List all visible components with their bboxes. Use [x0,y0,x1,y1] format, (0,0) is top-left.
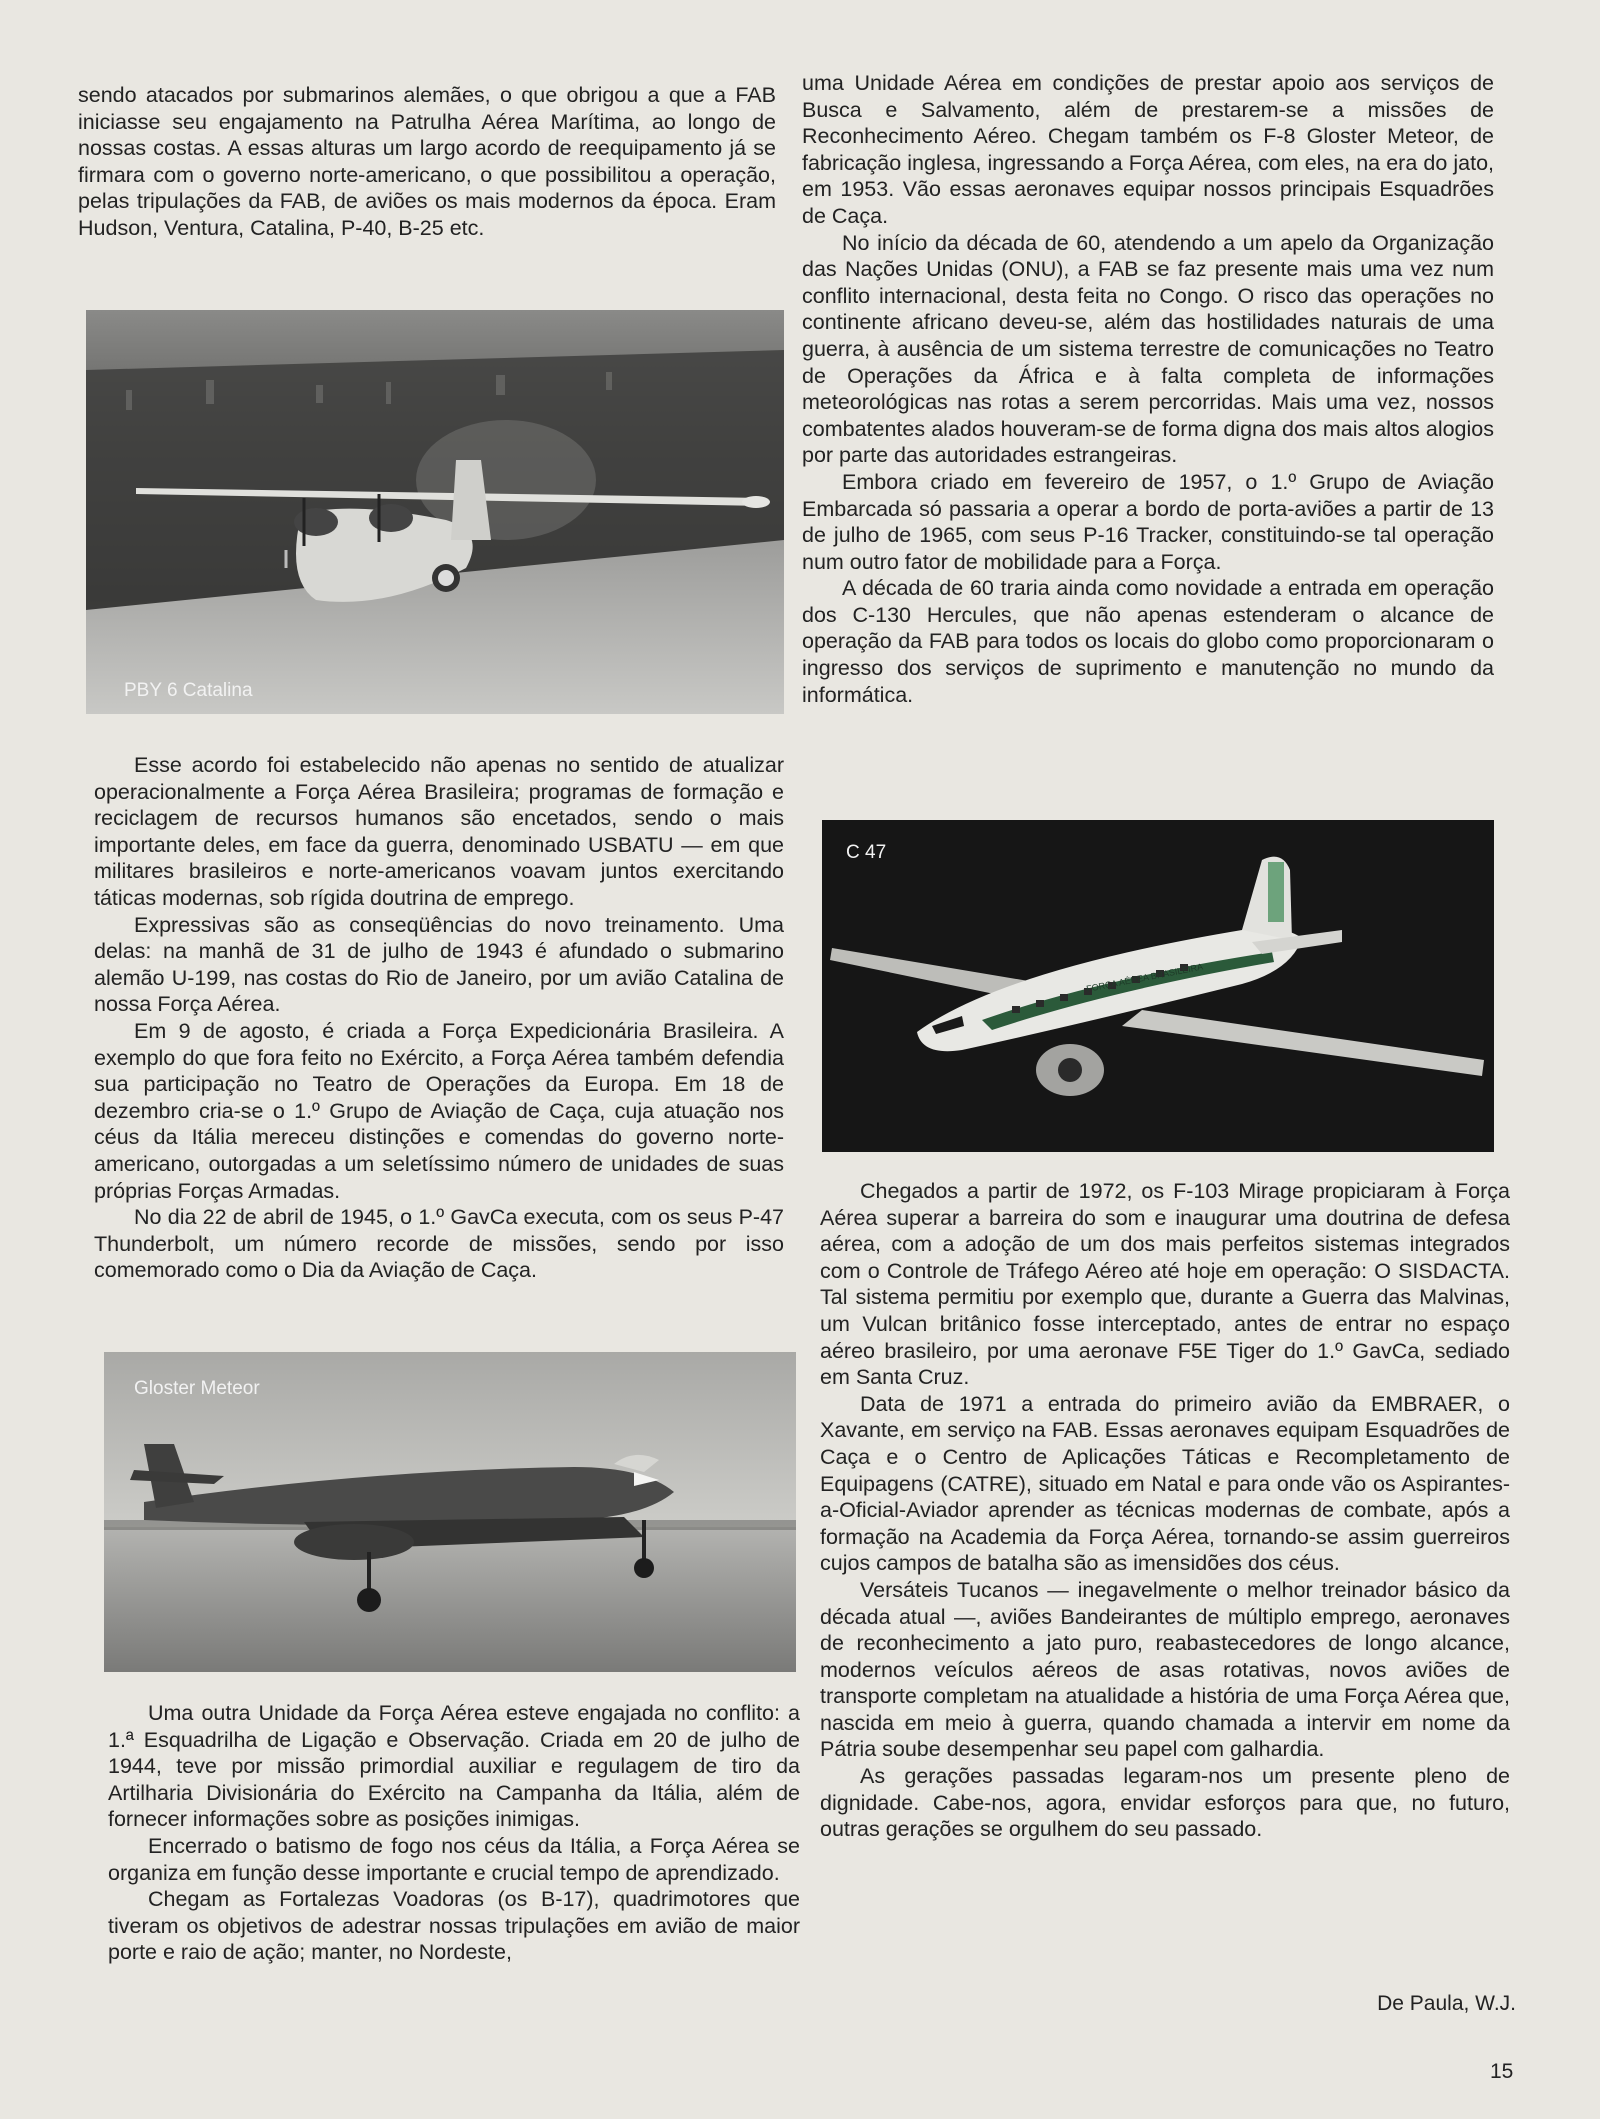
right-column-block-2 [820,1178,1510,1843]
left-column-block-1 [78,82,776,242]
paragraph: As gerações passadas legaram-nos um presente pleno de dignidade. Cabe-nos, agora, envidar esforços para que, no futuro, outras gerações se orgulhem do seu passado. [820,1764,1510,1842]
paragraph: uma Unidade Aérea em condições de prestar apoio aos serviços de Busca e Salvamento, além de prestarem-se a missões de Reconhecimento Aéreo. Chegam também os F-8 Gloster Meteor, de fabricação inglesa, ingressando a Força Aérea, com eles, na era do jato, em 1953. Vão essas aeronaves equipar nossos principais Esquadrões de Caça. [802,71,1494,228]
paragraph: Encerrado o batismo de fogo nos céus da Itália, a Força Aérea se organiza em função desse importante e crucial tempo de aprendizado. [108,1833,800,1885]
paragraph: A década de 60 traria ainda como novidade a entrada em operação dos C-130 Hercules, que não apenas estenderam o alcance de operação da FAB para todos os locais do globo como proporcionaram o ingresso dos serviços de suprimento e manutenção no mundo da informática. [802,576,1494,707]
paragraph: Chegados a partir de 1972, os F-103 Mirage propiciaram à Força Aérea superar a barreira do som e inaugurar uma doutrina de defesa aérea, com a adoção de um dos mais perfeitos sistemas integrados com o Controle de Tráfego Aéreo até hoje em operação: O SISDACTA. Tal sistema permitiu por exemplo que, durante a Guerra das Malvinas, um Vulcan britânico fosse interceptado, antes de entrar no espaço aéreo brasileiro, por uma aeronave F5E Tiger do 1.º GavCa, sediado em Santa Cruz. [820,1179,1510,1390]
page-number: 15 [1490,2060,1514,2083]
paragraph: No início da década de 60, atendendo a um apelo da Organização das Nações Unidas (ONU), a FAB se faz presente mais uma vez num conflito internacional, desta feita no Congo. O risco das operações no continente africano deveu-se, além das hostilidades naturais de uma guerra, à ausência de um sistema terrestre de comunicações no Teatro de Operações da África e à falta completa de informações meteorológicas nas rotas a serem percorridas. Mais uma vez, nossos combatentes alados houveram-se de forma digna dos mais altos alogios por parte das autoridades estrangeiras. [802,230,1494,468]
paragraph: Versáteis Tucanos — inegavelmente o melhor treinador básico da década atual —, aviões Bandeirantes de múltiplo emprego, aeronaves de reconhecimento a jato puro, reabastecedores de longo alcance, modernos veículos aéreos de asas rotativas, novos aviões de transporte completam na atualidade a história de uma Força Aérea que, nascida em meio à guerra, quando chamada a intervir em nome da Pátria soube desempenhar seu papel com galhardia. [820,1577,1510,1762]
gloster-meteor-caption: Gloster Meteor [134,1378,260,1399]
paragraph: Chegam as Fortalezas Voadoras (os B-17), quadrimotores que tiveram os objetivos de adestrar nossas tripulações em avião de maior porte e raio de ação; manter, no Nordeste, [108,1887,800,1965]
paragraph: Esse acordo foi estabelecido não apenas no sentido de atualizar operacionalmente a Força Aérea Brasileira; programas de formação e reciclagem de recursos humanos são encetados, sendo o mais importante deles, em face da guerra, denominado USBATU — em que militares brasileiros e norte-americanos voavam juntos exercitando táticas modernas, sob rígida doutrina de emprego. [94,753,784,910]
c47-caption: C 47 [846,842,887,863]
gloster-meteor-photo [104,1352,796,1672]
left-column-block-2 [94,752,784,1284]
paragraph: Em 9 de agosto, é criada a Força Expedicionária Brasileira. A exemplo do que fora feito no Exército, a Força Aérea também defendia sua participação no Teatro de Operações da Europa. Em 18 de dezembro cria-se o 1.º Grupo de Aviação de Caça, cuja atuação nos céus da Itália mereceu distinções e comendas do governo norte-americano, outorgadas a um seletíssimo número de unidades de suas próprias Forças Armadas. [94,1018,784,1203]
paragraph: sendo atacados por submarinos alemães, o que obrigou a que a FAB iniciasse seu engajamento na Patrulha Aérea Marítima, ao longo de nossas costas. A essas alturas um largo acordo de reequipamento já se firmara com o governo norte-americano, o que possibilitou a operação, pelas tripulações da FAB, de aviões os mais modernos da época. Eram Hudson, Ventura, Catalina, P-40, B-25 etc. [78,83,776,240]
right-column-block-1 [802,70,1494,708]
c47-photo [822,820,1494,1152]
c47-fuselage-text: FORÇA AÉREA BRASILEIRA [1085,961,1204,994]
paragraph: No dia 22 de abril de 1945, o 1.º GavCa executa, com os seus P-47 Thunderbolt, um número recorde de missões, sendo por isso comemorado como o Dia da Aviação de Caça. [94,1205,784,1283]
paragraph: Uma outra Unidade da Força Aérea esteve engajada no conflito: a 1.ª Esquadrilha de Ligação e Observação. Criada em 20 de julho de 1944, teve por missão primordial auxiliar e regulagem de tiro da Artilharia Divisionária do Exército na Campanha da Itália, além de fornecer informações sobre as posições inimigas. [108,1701,800,1832]
author-credit: De Paula, W.J. [1377,1992,1516,2015]
paragraph: Data de 1971 a entrada do primeiro avião da EMBRAER, o Xavante, em serviço na FAB. Essas aeronaves equipam Esquadrões de Caça e o Centro de Aplicações Táticas e Recompletamento de Equipagens (CATRE), situado em Natal e para onde vão os Aspirantes-a-Oficial-Aviador aprender as técnicas modernas de combate, após a formação na Academia da Força Aérea, tornando-se assim guerreiros cujos campos de batalha são as imensidões dos céus. [820,1391,1510,1576]
paragraph: Embora criado em fevereiro de 1957, o 1.º Grupo de Aviação Embarcada só passaria a operar a bordo de porta-aviões a partir de 13 de julho de 1965, com seus P-16 Tracker, constituindo-se tal operação num outro fator de mobilidade para a Força. [802,469,1494,574]
catalina-caption: PBY 6 Catalina [124,680,253,701]
catalina-photo [86,310,784,714]
left-column-block-3 [108,1700,800,1966]
paragraph: Expressivas são as conseqüências do novo treinamento. Uma delas: na manhã de 31 de julho de 1943 é afundado o submarino alemão U-199, nas costas do Rio de Janeiro, por um avião Catalina de nossa Força Aérea. [94,912,784,1017]
